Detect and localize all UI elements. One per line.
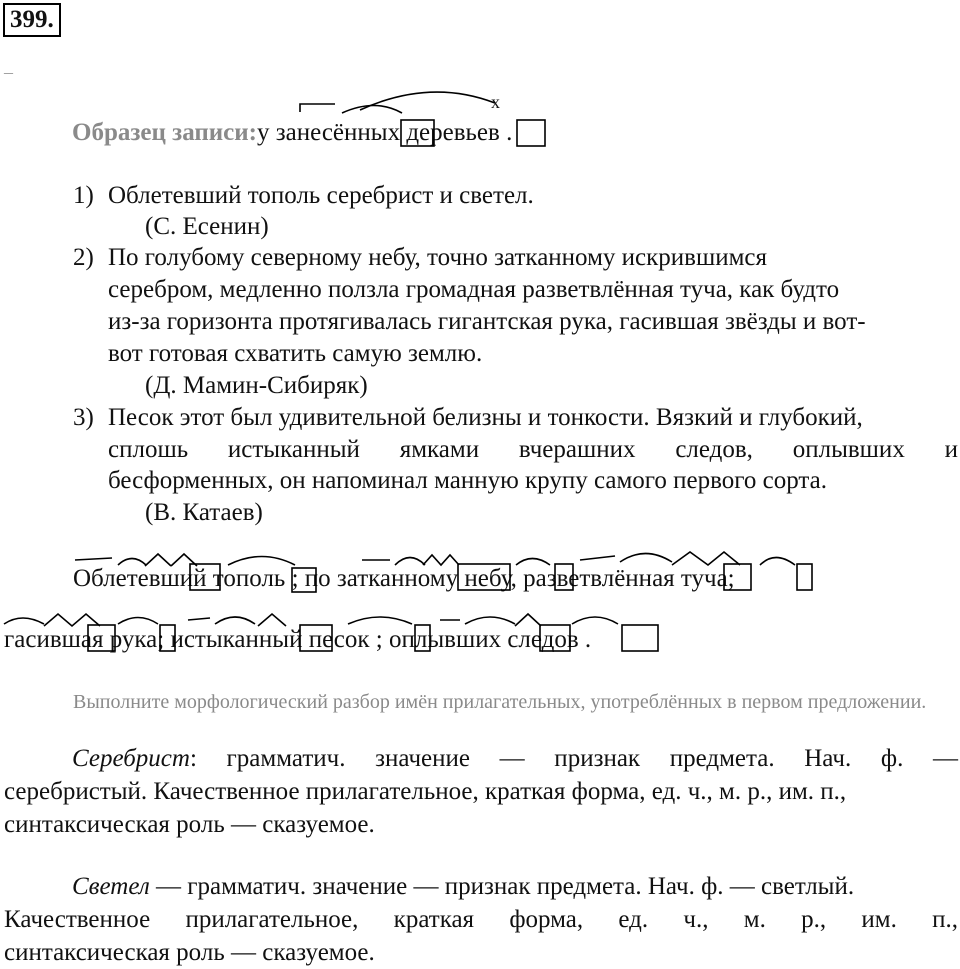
analysis-line: серебристый. Качественное прилагательное, краткая форма, ед. ч., м. р., им. п.,	[4, 778, 847, 805]
sentence-number: 2)	[73, 244, 94, 271]
root-arc	[215, 617, 255, 624]
ending-box	[292, 568, 316, 592]
suffix-mark	[145, 554, 171, 566]
analysis-line: синтаксическая роль — сказуемое.	[4, 811, 375, 838]
ending-box	[555, 564, 573, 590]
dash-mark: –	[4, 62, 13, 82]
prefix-mark	[188, 618, 210, 620]
sentence-number: 3)	[73, 404, 94, 431]
ending-box	[160, 625, 175, 651]
root-arc	[465, 617, 515, 624]
sentence-author: (В. Катаев)	[145, 499, 263, 526]
suffix-mark	[672, 552, 740, 565]
ending-box	[88, 625, 115, 651]
root-arc	[342, 106, 402, 114]
analysis-word: Серебрист	[72, 745, 190, 772]
root-arc	[118, 618, 158, 625]
phrases-line-1: Облетевший тополь ; по затканному небу, разветвлённая туча;	[73, 565, 735, 592]
sentence-line: По голубому северному небу, точно затканному искрившимся	[108, 244, 767, 271]
ending-box	[401, 120, 434, 146]
sentence-author: (Д. Мамин-Сибиряк)	[145, 372, 368, 399]
analysis-block-2	[4, 870, 958, 969]
ending-box	[415, 625, 430, 651]
root-arc	[572, 617, 618, 624]
sentence-author: (С. Есенин)	[145, 213, 269, 240]
ending-box	[517, 120, 545, 146]
sentence-line: вот готовая схватить самую землю.	[108, 340, 483, 367]
sentence-line: Песок этот был удивительной белизны и тонкости. Вязкий и глубокий,	[108, 404, 863, 431]
sample-label: Образец записи:	[72, 119, 257, 146]
ending-box	[190, 564, 220, 590]
ending-box	[724, 564, 751, 590]
analysis-word: Светел	[72, 873, 150, 900]
sentence-number: 1)	[73, 182, 94, 209]
suffix-mark	[423, 555, 459, 565]
ending-box	[300, 625, 332, 651]
ending-box	[458, 564, 510, 590]
analysis-line: Серебрист: грамматич. значение — признак предмета. Нач. ф. —	[72, 745, 958, 772]
analysis-line: Светел — грамматич. значение — признак предмета. Нач. ф. — светлый.	[72, 873, 855, 900]
sentence-line: Облетевший тополь серебрист и светел.	[108, 182, 534, 209]
ending-box	[540, 625, 570, 651]
prefix-mark	[580, 556, 615, 560]
root-arc	[348, 617, 412, 624]
ending-box	[622, 625, 658, 651]
root-arc	[118, 559, 146, 566]
ending-box	[797, 564, 812, 590]
sentence-line: бесформенных, он напоминал манную крупу самого первого сорта.	[108, 467, 828, 494]
sentence-line: сплошь истыканный ямками вчерашних следов, оплывших и	[108, 436, 958, 463]
root-arc	[760, 558, 795, 566]
phrases-line-2: гасившая рука; истыканный песок ; оплывших следов .	[4, 626, 592, 653]
analysis-line: Качественное прилагательное, краткая форма, ед. ч., м. р., им. п.,	[4, 906, 958, 933]
root-arc	[4, 618, 44, 624]
sentence-line: из-за горизонта протягивалась гигантская рука, гасившая звёзды и вот-	[108, 308, 866, 335]
root-arc	[620, 554, 672, 563]
prefix-mark	[300, 104, 335, 112]
root-arc	[360, 92, 495, 110]
root-arc	[516, 559, 550, 566]
analysis-block-1	[4, 742, 958, 841]
analysis-line: синтаксическая роль — сказуемое.	[4, 939, 375, 966]
root-arc	[395, 558, 425, 566]
instruction-text: Выполните морфологический разбор имён прилагательных, употреблённых в первом предложении.	[73, 691, 927, 713]
prefix-mark	[75, 558, 112, 560]
suffix-mark	[515, 614, 541, 626]
root-arc	[228, 557, 295, 566]
task-number: 399.	[3, 3, 61, 37]
sentence-line: серебром, медленно ползла громадная разветвлённая туча, как будто	[108, 276, 840, 303]
sample-cross-mark: x	[491, 92, 500, 112]
suffix-mark	[258, 614, 286, 626]
sample-text: у занесённых деревьев .	[257, 119, 513, 146]
